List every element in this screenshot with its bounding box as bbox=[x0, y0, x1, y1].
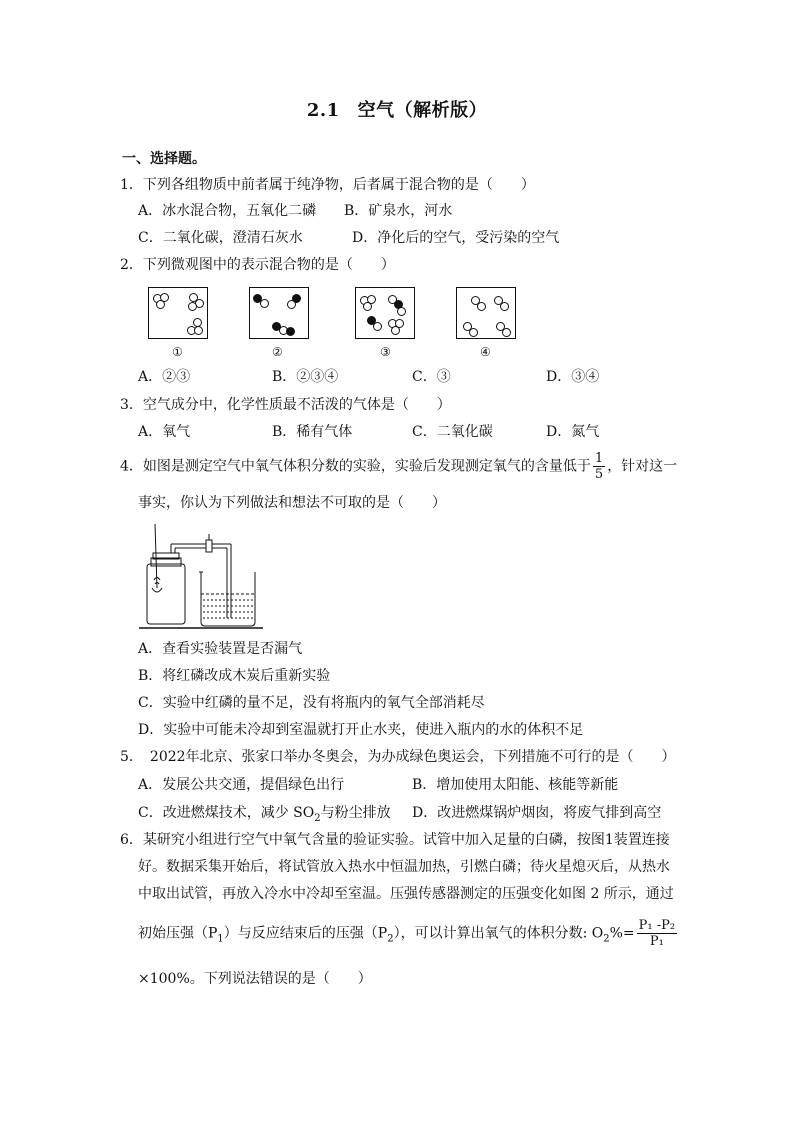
micro-figure-4 bbox=[456, 287, 516, 339]
q4-stem-line2: 事实，你认为下列做法和想法不可取的是（ ） bbox=[138, 495, 446, 511]
q2-stem: 2．下列微观图中的表示混合物的是（ ） bbox=[120, 257, 395, 273]
q6-l4-mid: ）与反应结束后的压强（P bbox=[223, 925, 388, 942]
q4-option-c: C．实验中红磷的量不足，没有将瓶内的氧气全部消耗尽 bbox=[138, 695, 485, 711]
molecule-atom bbox=[287, 300, 296, 309]
q1-option-b: B．矿泉水，河水 bbox=[344, 203, 453, 219]
gas-jar bbox=[147, 564, 185, 624]
q2-option-b: B．②③④ bbox=[272, 369, 339, 385]
molecule-atom bbox=[391, 326, 400, 335]
q3-option-d: D．氮气 bbox=[546, 424, 600, 440]
q6-line5: ×100%。下列说法错误的是（ ） bbox=[138, 971, 372, 987]
q1-option-d: D．净化后的空气，受污染的空气 bbox=[352, 230, 560, 246]
q4-fraction-denominator: 5 bbox=[594, 467, 604, 482]
q5-option-c-sub: 2 bbox=[314, 812, 321, 824]
q3-option-c: C．二氧化碳 bbox=[412, 424, 493, 440]
molecule-atom-black bbox=[286, 327, 295, 336]
q5-option-c-post: 与粉尘排放 bbox=[320, 805, 391, 821]
section-heading: 一、选择题。 bbox=[122, 151, 206, 167]
q5-option-a: A．发展公共交通，提倡绿色出行 bbox=[138, 777, 345, 793]
q6-fraction-numerator: P₁ -P₂ bbox=[638, 918, 676, 933]
q6-line1: 6．某研究小组进行空气中氧气含量的验证实验。试管中加入足量的白磷，按图1装置连接 bbox=[120, 832, 670, 848]
q4-stem-pre: 4．如图是测定空气中氧气体积分数的实验，实验后发现测定氧气的含量低于 bbox=[120, 458, 591, 475]
title-text: 空气（解析版） bbox=[357, 100, 488, 121]
molecule-atom bbox=[500, 302, 509, 311]
molecule-atom bbox=[373, 322, 382, 331]
molecule-atom bbox=[502, 328, 511, 337]
micro-figure-3 bbox=[355, 287, 415, 339]
molecule-atom bbox=[477, 302, 486, 311]
molecule-atom bbox=[194, 326, 203, 335]
q2-option-c: C．③ bbox=[412, 369, 451, 385]
experiment-apparatus-figure bbox=[133, 522, 273, 632]
molecule-atom bbox=[469, 328, 478, 337]
q1-stem: 1．下列各组物质中前者属于纯净物，后者属于混合物的是（ ） bbox=[120, 177, 535, 193]
q6-l4-sub3: 2 bbox=[603, 933, 610, 945]
q6-l4-sub2: 2 bbox=[387, 933, 394, 945]
combustion-spoon bbox=[152, 588, 162, 592]
micro-figure-1 bbox=[148, 287, 208, 339]
q3-option-a: A．氧气 bbox=[138, 424, 191, 440]
q4-fraction bbox=[593, 451, 605, 482]
q2-option-d: D．③④ bbox=[546, 369, 600, 385]
figure-label-3: ③ bbox=[380, 345, 391, 359]
q6-line3: 中取出试管，再放入冷水中冷却至室温。压强传感器测定的压强变化如图 2 所示，通过 bbox=[138, 886, 674, 902]
stop-clamp bbox=[206, 540, 212, 552]
q5-stem: 5． 2022年北京、张家口举办冬奥会，为办成绿色奥运会，下列措施不可行的是（ ） bbox=[120, 749, 676, 765]
q5-option-d: D．改进燃煤锅炉烟囱，将废气排到高空 bbox=[412, 805, 662, 821]
molecule-atom bbox=[188, 302, 197, 311]
molecule-atom bbox=[397, 307, 406, 316]
q4-stem-line1 bbox=[120, 451, 677, 482]
q4-stem-post: ，针对这一 bbox=[607, 458, 678, 475]
q4-option-b: B．将红磷改成木炭后重新实验 bbox=[138, 668, 331, 684]
q4-fraction-numerator: 1 bbox=[594, 451, 604, 466]
micro-figure-2 bbox=[249, 287, 309, 339]
q6-l4-end: %= bbox=[609, 925, 635, 942]
q6-fraction bbox=[637, 918, 677, 949]
q5-option-c-pre: C．改进燃煤技术，减少 SO bbox=[138, 805, 315, 821]
q1-option-a: A．冰水混合物，五氧化二磷 bbox=[138, 203, 317, 219]
figure-label-1: ① bbox=[172, 345, 183, 359]
figure-label-2: ② bbox=[272, 345, 283, 359]
molecule-atom bbox=[156, 300, 165, 309]
q1-option-c: C．二氧化碳，澄清石灰水 bbox=[138, 230, 303, 246]
q6-l4-sub1: 1 bbox=[217, 933, 224, 945]
q2-option-a: A．②③ bbox=[138, 369, 191, 385]
q6-l4-pre: 初始压强（P bbox=[138, 925, 218, 942]
q6-l4-post: ），可以计算出氧气的体积分数: O bbox=[393, 925, 604, 942]
molecule-atom bbox=[363, 302, 372, 311]
q5-option-c bbox=[138, 804, 391, 828]
figure-label-4: ④ bbox=[480, 345, 491, 359]
q3-stem: 3．空气成分中，化学性质最不活泼的气体是（ ） bbox=[120, 397, 451, 413]
q4-option-a: A．查看实验装置是否漏气 bbox=[138, 641, 303, 657]
title-number: 2.1 bbox=[306, 100, 340, 121]
q6-fraction-denominator: P₁ bbox=[649, 934, 664, 949]
q6-line2: 好。数据采集开始后，将试管放入热水中恒温加热，引燃白磷；待火星熄灭后，从热水 bbox=[138, 859, 670, 875]
molecule-atom bbox=[260, 299, 269, 308]
q5-option-b: B．增加使用太阳能、核能等新能 bbox=[412, 777, 619, 793]
q3-option-b: B．稀有气体 bbox=[272, 424, 353, 440]
q6-line4 bbox=[138, 918, 679, 949]
page-title bbox=[0, 96, 794, 122]
q4-option-d: D．实验中可能未冷却到室温就打开止水夹，使进入瓶内的水的体积不足 bbox=[138, 722, 584, 738]
